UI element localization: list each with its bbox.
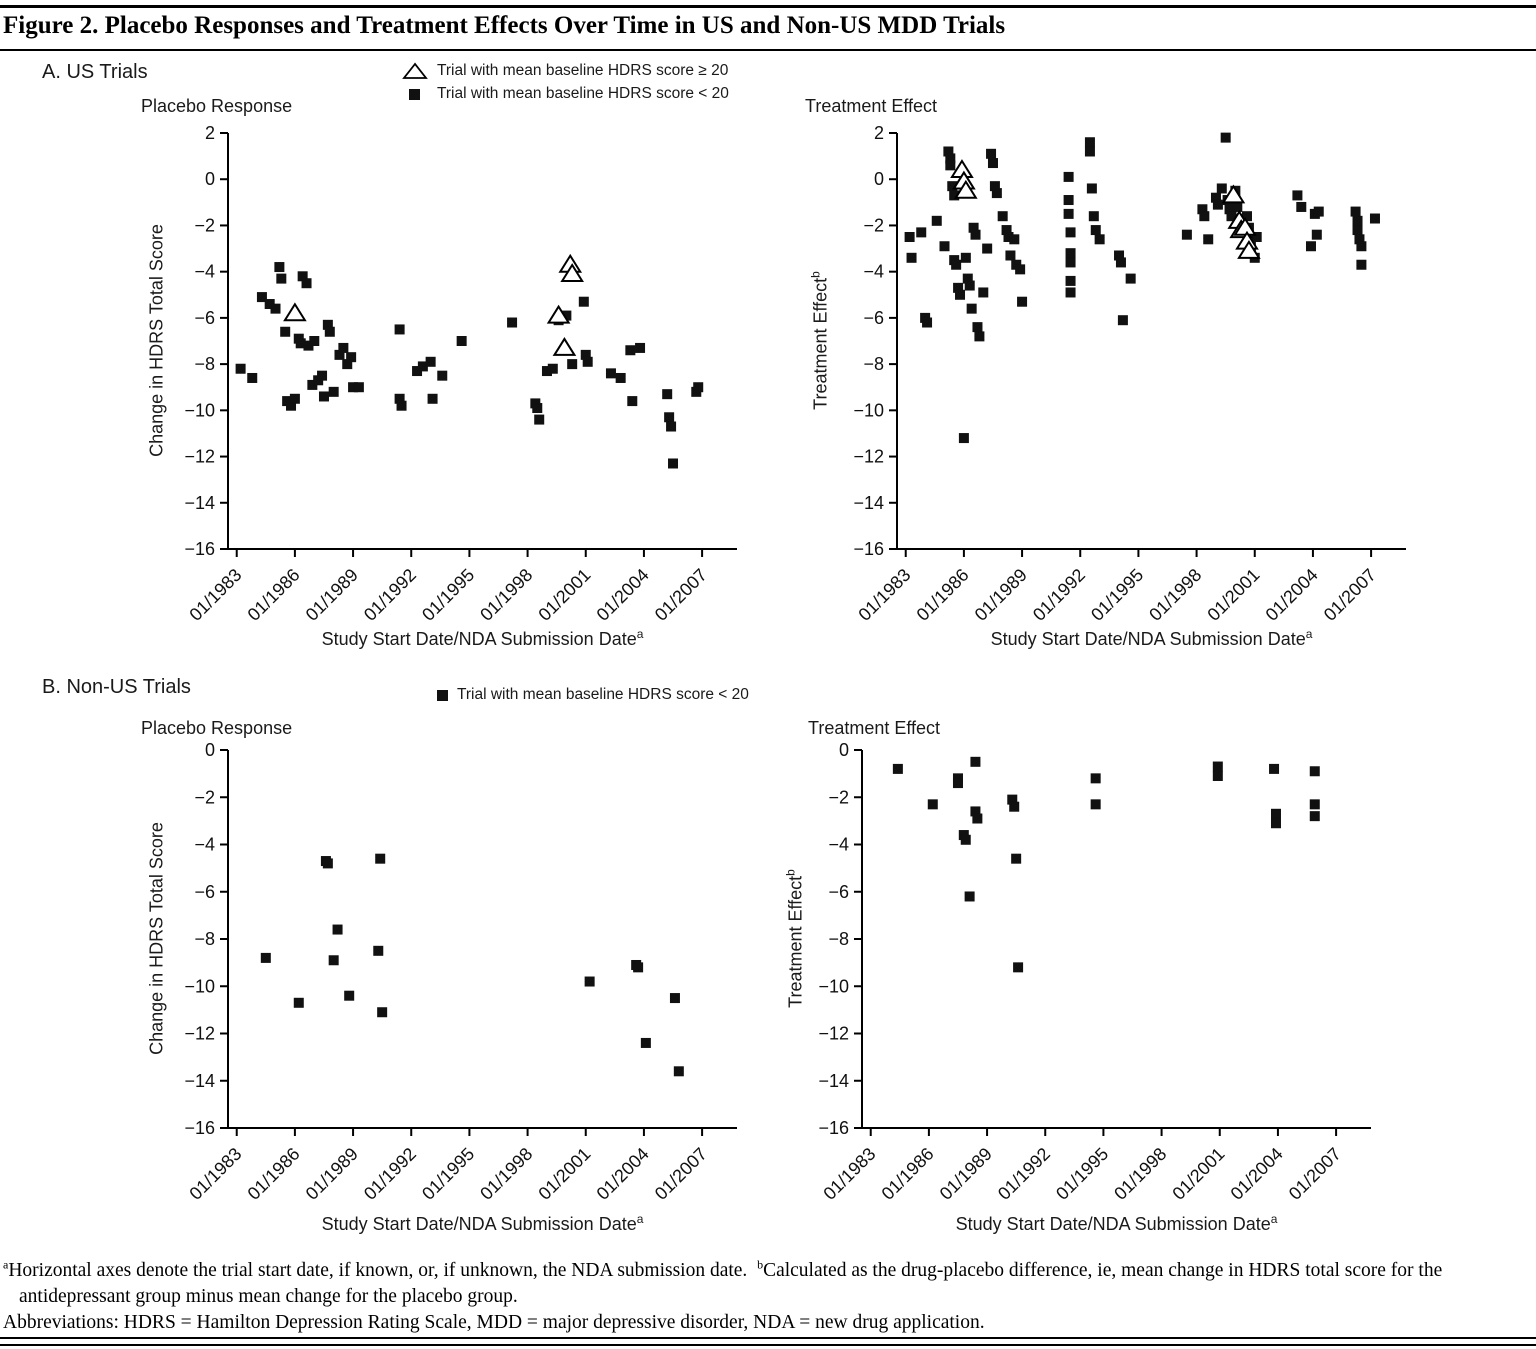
scatter-point-square bbox=[1296, 202, 1306, 212]
y-tick-label: −6 bbox=[863, 307, 884, 328]
scatter-point-square bbox=[532, 403, 542, 413]
panel-nonus_placebo bbox=[184, 740, 737, 1204]
y-tick-label: −16 bbox=[184, 1118, 215, 1138]
scatter-point-square bbox=[1271, 818, 1281, 828]
y-tick-label: −10 bbox=[818, 976, 849, 997]
scatter-point-square bbox=[1066, 248, 1076, 258]
y-tick-label: 2 bbox=[204, 123, 215, 143]
scatter-point-square bbox=[916, 227, 926, 237]
scatter-point-square bbox=[1091, 225, 1101, 235]
scatter-point-square bbox=[1182, 230, 1192, 240]
scatter-point-square bbox=[988, 158, 998, 168]
scatter-point-square bbox=[1306, 241, 1316, 251]
scatter-point-square bbox=[1203, 234, 1213, 244]
y-tick-label: 0 bbox=[204, 740, 215, 760]
scatter-point-square bbox=[922, 318, 932, 328]
panel-us_treatment bbox=[853, 123, 1406, 625]
scatter-point-square bbox=[992, 188, 1002, 198]
scatter-point-square bbox=[1013, 962, 1023, 972]
scatter-point-square bbox=[1011, 854, 1021, 864]
scatter-point-square bbox=[953, 778, 963, 788]
footnote-text: $^a$Horizontal axes denote the trial start date, if known, or, if unknown, the NDA submission date. $^b$Calculated as the drug-placebo difference, ie, mean change in HDRS total score for the antidepressant group minus mean change for the placebo group. bbox=[3, 1257, 1443, 1307]
y-tick-label: −8 bbox=[863, 354, 884, 375]
scatter-point-square bbox=[354, 382, 364, 392]
y-tick-label: −8 bbox=[194, 354, 215, 375]
scatter-point-square bbox=[507, 318, 517, 328]
scatter-point-square bbox=[1087, 183, 1097, 193]
scatter-point-square bbox=[377, 1007, 387, 1017]
scatter-point-triangle bbox=[554, 339, 574, 355]
scatter-point-square bbox=[1009, 802, 1019, 812]
y-tick-label: −14 bbox=[853, 492, 884, 513]
scatter-point-square bbox=[333, 925, 343, 935]
scatter-point-square bbox=[1017, 297, 1027, 307]
scatter-point-square bbox=[1292, 190, 1302, 200]
scatter-point-square bbox=[967, 304, 977, 314]
scatter-point-square bbox=[961, 835, 971, 845]
scatter-point-square bbox=[1271, 809, 1281, 819]
x-tick-label: 01/2007 bbox=[650, 564, 711, 625]
x-tick-label: 01/2004 bbox=[592, 1143, 653, 1204]
x-tick-label: 01/1998 bbox=[476, 564, 537, 625]
y-tick-label: −4 bbox=[194, 834, 215, 855]
x-tick-label: 01/1989 bbox=[301, 1143, 362, 1204]
x-tick-label: 01/1983 bbox=[854, 564, 915, 625]
scatter-point-square bbox=[548, 364, 558, 374]
x-tick-label: 01/1992 bbox=[359, 1143, 421, 1204]
scatter-point-square bbox=[668, 458, 678, 468]
scatter-point-square bbox=[437, 371, 447, 381]
panel-nonus_treatment bbox=[818, 740, 1371, 1204]
scatter-point-square bbox=[373, 946, 383, 956]
scatter-point-square bbox=[319, 391, 329, 401]
panel-title-nonus-placebo: Placebo Response bbox=[141, 718, 293, 738]
scatter-point-square bbox=[274, 262, 284, 272]
scatter-point-square bbox=[982, 244, 992, 254]
scatter-point-square bbox=[674, 1066, 684, 1076]
scatter-point-square bbox=[1066, 227, 1076, 237]
x-tick-label: 01/1989 bbox=[935, 1143, 996, 1204]
x-tick-label: 01/1998 bbox=[1110, 1143, 1171, 1204]
y-tick-label: −12 bbox=[184, 1023, 215, 1044]
x-axis-label-us-placebo: Study Start Date/NDA Submission Date$^a$ bbox=[321, 627, 644, 649]
scatter-point-square bbox=[1269, 764, 1279, 774]
x-tick-label: 01/2004 bbox=[592, 564, 653, 625]
x-tick-label: 01/1986 bbox=[243, 564, 304, 625]
scatter-point-square bbox=[579, 297, 589, 307]
scatter-point-square bbox=[302, 278, 312, 288]
scatter-point-square bbox=[670, 993, 680, 1003]
scatter-point-square bbox=[583, 357, 593, 367]
scatter-point-square bbox=[1091, 799, 1101, 809]
x-tick-label: 01/2007 bbox=[1284, 1143, 1345, 1204]
x-tick-label: 01/1989 bbox=[301, 564, 362, 625]
figure-title: Figure 2. Placebo Responses and Treatment Effects Over Time in US and Non-US MDD Trials bbox=[3, 12, 1006, 39]
scatter-point-square bbox=[893, 764, 903, 774]
scatter-point-square bbox=[294, 998, 304, 1008]
x-axis-label-us-treatment: Study Start Date/NDA Submission Date$^a$ bbox=[990, 627, 1313, 649]
scatter-point-square bbox=[1085, 137, 1095, 147]
scatter-point-square bbox=[625, 345, 635, 355]
scatter-point-square bbox=[1310, 799, 1320, 809]
x-tick-label: 01/2001 bbox=[534, 564, 595, 625]
y-tick-label: −2 bbox=[828, 787, 849, 808]
scatter-point-square bbox=[1066, 287, 1076, 297]
scatter-point-square bbox=[907, 253, 917, 263]
scatter-point-square bbox=[428, 394, 438, 404]
x-tick-label: 01/1995 bbox=[1052, 1143, 1113, 1204]
y-tick-label: −2 bbox=[194, 215, 215, 236]
scatter-point-square bbox=[1356, 241, 1366, 251]
scatter-point-square bbox=[998, 211, 1008, 221]
scatter-point-square bbox=[1126, 274, 1136, 284]
x-axis-label-nonus-treatment: Study Start Date/NDA Submission Date$^a$ bbox=[955, 1212, 1278, 1234]
scatter-point-square bbox=[271, 304, 281, 314]
x-tick-label: 01/1983 bbox=[819, 1143, 880, 1204]
x-tick-label: 01/2007 bbox=[1319, 564, 1380, 625]
scatter-point-square bbox=[457, 336, 467, 346]
x-tick-label: 01/2004 bbox=[1226, 1143, 1287, 1204]
scatter-point-square bbox=[344, 991, 354, 1001]
x-tick-label: 01/1998 bbox=[476, 1143, 537, 1204]
scatter-point-square bbox=[662, 389, 672, 399]
y-tick-label: −12 bbox=[818, 1023, 849, 1044]
scatter-point-square bbox=[1095, 234, 1105, 244]
scatter-point-square bbox=[627, 396, 637, 406]
scatter-point-square bbox=[1015, 264, 1025, 274]
scatter-point-square bbox=[1091, 773, 1101, 783]
scatter-point-square bbox=[986, 149, 996, 159]
scatter-point-square bbox=[1370, 214, 1380, 224]
scatter-point-square bbox=[978, 287, 988, 297]
x-tick-label: 01/1983 bbox=[185, 564, 246, 625]
scatter-point-square bbox=[1064, 172, 1074, 182]
scatter-point-square bbox=[426, 357, 436, 367]
scatter-point-square bbox=[905, 232, 915, 242]
scatter-point-square bbox=[1314, 207, 1324, 217]
x-tick-label: 01/1983 bbox=[185, 1143, 246, 1204]
x-tick-label: 01/1986 bbox=[877, 1143, 938, 1204]
y-tick-label: −10 bbox=[184, 976, 215, 997]
y-tick-label: 0 bbox=[204, 169, 215, 190]
y-tick-label: −14 bbox=[184, 492, 215, 513]
x-tick-label: 01/2007 bbox=[650, 1143, 711, 1204]
scatter-point-square bbox=[338, 343, 348, 353]
scatter-point-square bbox=[329, 955, 339, 965]
scatter-point-square bbox=[1064, 209, 1074, 219]
scatter-point-square bbox=[664, 412, 674, 422]
scatter-point-square bbox=[1213, 762, 1223, 772]
scatter-point-square bbox=[1085, 146, 1095, 156]
scatter-point-square bbox=[945, 160, 955, 170]
scatter-point-square bbox=[641, 1038, 651, 1048]
scatter-point-square bbox=[236, 364, 246, 374]
scatter-point-square bbox=[633, 962, 643, 972]
y-tick-label: −12 bbox=[853, 446, 884, 467]
scatter-point-triangle bbox=[285, 304, 305, 320]
scatter-point-square bbox=[1351, 207, 1361, 217]
scatter-point-square bbox=[1221, 133, 1231, 143]
y-tick-label: −16 bbox=[184, 539, 215, 559]
scatter-point-square bbox=[1089, 211, 1099, 221]
scatter-point-square bbox=[323, 858, 333, 868]
legend-label: Trial with mean baseline HDRS score ≥ 20 bbox=[437, 62, 729, 79]
y-tick-label: −4 bbox=[863, 261, 884, 282]
scatter-point-square bbox=[1310, 766, 1320, 776]
scatter-point-square bbox=[1116, 257, 1126, 267]
abbreviations-text: Abbreviations: HDRS = Hamilton Depression Rating Scale, MDD = major depressive disorder, NDA = new drug application. bbox=[3, 1312, 985, 1333]
y-axis-label-us-treatment: Treatment Effect$^b$ bbox=[808, 271, 831, 410]
scatter-point-square bbox=[1310, 811, 1320, 821]
scatter-point-square bbox=[693, 382, 703, 392]
scatter-point-square bbox=[1312, 230, 1322, 240]
scatter-point-square bbox=[959, 433, 969, 443]
y-tick-label: 0 bbox=[873, 169, 884, 190]
y-tick-label: −8 bbox=[194, 929, 215, 949]
y-tick-label: −10 bbox=[853, 400, 884, 421]
x-tick-label: 01/2001 bbox=[1203, 564, 1264, 625]
scatter-point-square bbox=[955, 290, 965, 300]
y-tick-label: 0 bbox=[838, 740, 849, 760]
x-tick-label: 01/1992 bbox=[1028, 564, 1090, 625]
x-tick-label: 01/1989 bbox=[970, 564, 1031, 625]
y-tick-label: −8 bbox=[828, 929, 849, 949]
x-tick-label: 01/1986 bbox=[243, 1143, 304, 1204]
y-tick-label: −4 bbox=[194, 261, 215, 282]
scatter-point-square bbox=[276, 274, 286, 284]
scatter-point-square bbox=[375, 854, 385, 864]
scatter-point-square bbox=[1353, 216, 1363, 226]
scatter-point-square bbox=[1213, 200, 1223, 210]
scatter-point-square bbox=[346, 352, 356, 362]
scatter-point-square bbox=[567, 359, 577, 369]
y-tick-label: −14 bbox=[818, 1070, 849, 1091]
scatter-point-square bbox=[965, 281, 975, 291]
scatter-point-square bbox=[1199, 211, 1209, 221]
scatter-point-square bbox=[1356, 260, 1366, 270]
x-tick-label: 01/1992 bbox=[359, 564, 421, 625]
y-tick-label: −16 bbox=[853, 539, 884, 559]
scatter-point-square bbox=[585, 977, 595, 987]
legend-label: Trial with mean baseline HDRS score < 20 bbox=[457, 686, 749, 703]
y-tick-label: −6 bbox=[194, 881, 215, 902]
panel-title-us-treatment: Treatment Effect bbox=[805, 96, 938, 116]
scatter-point-square bbox=[940, 241, 950, 251]
section-b-label: B. Non-US Trials bbox=[42, 676, 191, 698]
scatter-point-square bbox=[1217, 183, 1227, 193]
x-tick-label: 01/1995 bbox=[418, 564, 479, 625]
scatter-point-square bbox=[932, 216, 942, 226]
scatter-point-square bbox=[1232, 202, 1242, 212]
y-axis-label-nonus-treatment: Treatment Effect$^b$ bbox=[783, 869, 806, 1008]
scatter-point-square bbox=[1009, 234, 1019, 244]
scatter-point-square bbox=[971, 230, 981, 240]
scatter-point-square bbox=[970, 757, 980, 767]
scatter-point-square bbox=[247, 373, 257, 383]
x-tick-label: 01/1986 bbox=[912, 564, 973, 625]
scatter-point-square bbox=[1213, 771, 1223, 781]
x-tick-label: 01/1995 bbox=[1087, 564, 1148, 625]
scatter-point-square bbox=[395, 324, 405, 334]
scatter-point-square bbox=[965, 891, 975, 901]
scatter-point-square bbox=[1066, 276, 1076, 286]
y-tick-label: −2 bbox=[863, 215, 884, 236]
scatter-point-square bbox=[1118, 315, 1128, 325]
scatter-point-square bbox=[972, 814, 982, 824]
scatter-point-square bbox=[666, 422, 676, 432]
scatter-point-square bbox=[606, 368, 616, 378]
y-tick-label: −6 bbox=[828, 881, 849, 902]
y-tick-label: −6 bbox=[194, 307, 215, 328]
y-tick-label: −14 bbox=[184, 1070, 215, 1091]
scatter-point-square bbox=[974, 331, 984, 341]
scatter-point-square bbox=[534, 415, 544, 425]
scatter-point-square bbox=[261, 953, 271, 963]
x-tick-label: 01/1995 bbox=[418, 1143, 479, 1204]
scatter-point-square bbox=[280, 327, 290, 337]
y-tick-label: −16 bbox=[818, 1118, 849, 1138]
x-tick-label: 01/2001 bbox=[534, 1143, 595, 1204]
y-tick-label: −10 bbox=[184, 400, 215, 421]
scatter-point-square bbox=[325, 327, 335, 337]
x-tick-label: 01/2001 bbox=[1168, 1143, 1229, 1204]
section-a-label: A. US Trials bbox=[42, 61, 148, 83]
x-tick-label: 01/2004 bbox=[1261, 564, 1322, 625]
panel-title-nonus-treatment: Treatment Effect bbox=[808, 718, 941, 738]
y-axis-label-us-placebo: Change in HDRS Total Score bbox=[146, 224, 167, 457]
panel-title-us-placebo: Placebo Response bbox=[141, 96, 293, 116]
scatter-point-square bbox=[309, 336, 319, 346]
scatter-point-square bbox=[1005, 250, 1015, 260]
y-tick-label: −2 bbox=[194, 787, 215, 808]
y-tick-label: −4 bbox=[828, 834, 849, 855]
scatter-point-square bbox=[317, 371, 327, 381]
scatter-point-square bbox=[290, 394, 300, 404]
scatter-point-square bbox=[1066, 257, 1076, 267]
scatter-point-square bbox=[972, 322, 982, 332]
scatter-point-square bbox=[928, 799, 938, 809]
scatter-point-square bbox=[961, 253, 971, 263]
legend-label: Trial with mean baseline HDRS score < 20 bbox=[437, 85, 729, 102]
panel-us_placebo bbox=[184, 123, 737, 625]
scatter-point-square bbox=[397, 401, 407, 411]
y-tick-label: −12 bbox=[184, 446, 215, 467]
scatter-point-square bbox=[951, 260, 961, 270]
y-axis-label-nonus-placebo: Change in HDRS Total Score bbox=[146, 822, 167, 1055]
scatter-point-square bbox=[1353, 225, 1363, 235]
x-axis-label-nonus-placebo: Study Start Date/NDA Submission Date$^a$ bbox=[321, 1212, 644, 1234]
scatter-point-square bbox=[1064, 195, 1074, 205]
scatter-point-square bbox=[616, 373, 626, 383]
x-tick-label: 01/1998 bbox=[1145, 564, 1206, 625]
scatter-point-square bbox=[329, 387, 339, 397]
x-tick-label: 01/1992 bbox=[993, 1143, 1055, 1204]
y-tick-label: 2 bbox=[873, 123, 884, 143]
scatter-point-square bbox=[635, 343, 645, 353]
